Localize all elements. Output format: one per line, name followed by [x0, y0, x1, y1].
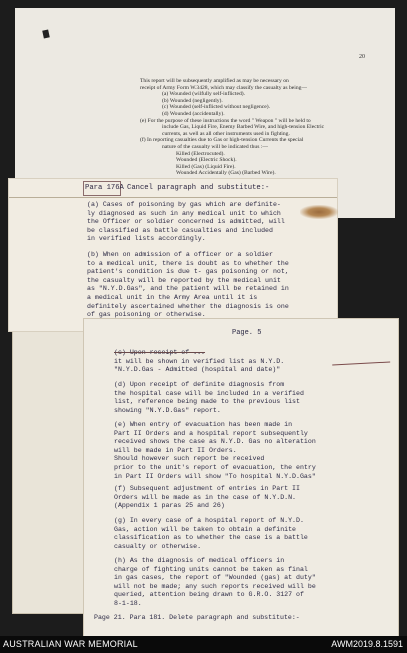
typed-line: received shows the case as N.Y.D. Gas no alteration: [114, 438, 316, 446]
typed-line: queried, attention being drawn to G.R.O. 3127 of: [114, 591, 304, 599]
printed-line: include Gas, Liquid Fire, Enemy Barbed Wire, and high-tension Electric: [162, 124, 325, 131]
paragraph-c: [114, 349, 394, 375]
typed-line: (c) Upon receipt of ...: [114, 349, 206, 356]
typed-line: (e) When entry of evacuation has been made in: [114, 421, 293, 428]
printed-text-block: [140, 78, 380, 177]
printed-line: This report will be subsequently amplified as may be necessary on: [140, 78, 289, 84]
rust-stain: [300, 205, 338, 219]
printed-line: Killed (Gas) (Liquid Fire).: [176, 163, 236, 170]
typed-line: (g) In every case of a hospital report of N.Y.D.: [114, 517, 304, 524]
typed-line: be classified as battle casualties and included: [87, 226, 273, 234]
typed-line: of gas poisoning or otherwise.: [87, 311, 206, 319]
typed-line: the casualty will be reported by the medical unit: [87, 276, 281, 284]
typed-line: (Appendix 1 paras 25 and 26): [114, 502, 225, 510]
typed-line: "N.Y.D.Gas - Admitted (hospital and date)": [114, 366, 281, 374]
paragraph-h: [114, 557, 394, 609]
typed-line: in verified lists accordingly.: [87, 235, 206, 243]
caption-bar: [0, 636, 407, 653]
typed-line: showing "N.Y.D.Gas" report.: [114, 406, 221, 414]
typed-line: (h) As the diagnosis of medical officers in: [114, 557, 285, 564]
typed-line: Should however such report be received: [114, 455, 265, 463]
page-number: 20: [359, 54, 365, 60]
printed-line: (d) Wounded (accidentally).: [162, 110, 225, 117]
caption-institution: AUSTRALIAN WAR MEMORIAL: [3, 639, 138, 649]
para-tag: Para 176A: [85, 184, 124, 192]
typed-line: as "N.Y.D.Gas", and the patient will be retained in: [87, 285, 289, 293]
typed-line: Gas, action will be taken to obtain a definite: [114, 525, 297, 533]
typed-line: the Officer or soldier concerned is admitted, will: [87, 218, 285, 226]
typed-line: will be made in Part II Orders.: [114, 446, 237, 454]
page-label: Page. 5: [232, 329, 262, 337]
typed-line: (b) When on admission of a officer or a soldier: [87, 251, 273, 258]
typed-line: patient's condition is due t- gas poisoning or not,: [87, 268, 289, 276]
footer-amendment-line: Page 21. Para 181. Delete paragraph and substitute:-: [94, 614, 300, 621]
typed-line: to a medical unit, there is doubt as to whether the: [87, 259, 289, 267]
printed-line: Wounded Accidentally (Gas) (Barbed Wire).: [176, 170, 276, 177]
typed-line: (a) Cases of poisoning by gas which are definite-: [87, 201, 281, 208]
typed-line: classification as to whether the case is a battle: [114, 534, 308, 542]
printed-line: (a) Wounded (wilfully self-inflicted).: [162, 91, 246, 98]
typed-line: casualty or otherwise.: [114, 542, 202, 550]
typed-line: (f) Subsequent adjustment of entries in Part II: [114, 485, 300, 492]
printed-line: receipt of Army Form W.3428, which may classify the casualty as being—: [140, 84, 308, 91]
printed-line: (e) For the purpose of these instructions the word " Weapon " will be held to: [140, 117, 311, 124]
typed-line: prior to the unit's report of evacuation, the entry: [114, 463, 316, 471]
typed-line: charge of fighting units cannot be taken as final: [114, 565, 308, 573]
paragraph-f: [114, 485, 394, 511]
printed-line: nature of the casualty will be indicated thus :—: [162, 143, 268, 150]
printed-line: (f) In reporting casualties due to Gas or high-tension Currents the special: [140, 137, 304, 144]
printed-line: Killed (Electrocuted).: [176, 150, 225, 157]
caption-accession: AWM2019.8.1591: [331, 639, 403, 649]
paragraph-d: [114, 381, 394, 415]
typed-line: ly diagnosed as such in any medical unit to which: [87, 209, 281, 217]
typed-line: definitely ascertained whether the diagnosis is one: [87, 302, 289, 310]
typed-line: Part II Orders and a hospital report subsequently: [114, 429, 308, 437]
typed-line: Orders will be made as in the case of N.Y.D.N.: [114, 493, 297, 501]
amendment-slip: [8, 178, 338, 332]
paragraph-e: [114, 421, 394, 481]
paragraph-g: [114, 517, 394, 551]
slip-heading: Cancel paragraph and substitute:-: [127, 184, 270, 192]
typed-line: it will be shown in verified list as N.Y.D.: [114, 357, 285, 365]
typed-line: the hospital case will be included in a verified: [114, 389, 304, 397]
typed-line: a medical unit in the Army Area until it is: [87, 293, 258, 301]
slip-header: [9, 179, 337, 198]
printed-line: currents, as well as all other instruments used in fighting.: [162, 130, 290, 137]
lower-sheet: [83, 318, 399, 636]
typed-line: in Part II Orders will show "To hospital N.Y.D.Gas": [114, 472, 316, 480]
paragraph-b: [87, 251, 337, 320]
printed-line: Wounded (Electric Shock).: [176, 157, 237, 164]
typed-line: (d) Upon receipt of definite diagnosis from: [114, 381, 285, 388]
printed-line: (b) Wounded (negligently).: [162, 97, 223, 104]
typed-line: 8-1-18.: [114, 599, 142, 607]
typed-line: in gas cases, the report of "Wounded (gas) at duty": [114, 574, 316, 582]
printed-line: (c) Wounded (self-inflicted without negligence).: [162, 104, 271, 111]
typed-line: will not be made; any such reports received will be: [114, 582, 316, 590]
typed-line: list, reference being made to the previous list: [114, 398, 300, 406]
